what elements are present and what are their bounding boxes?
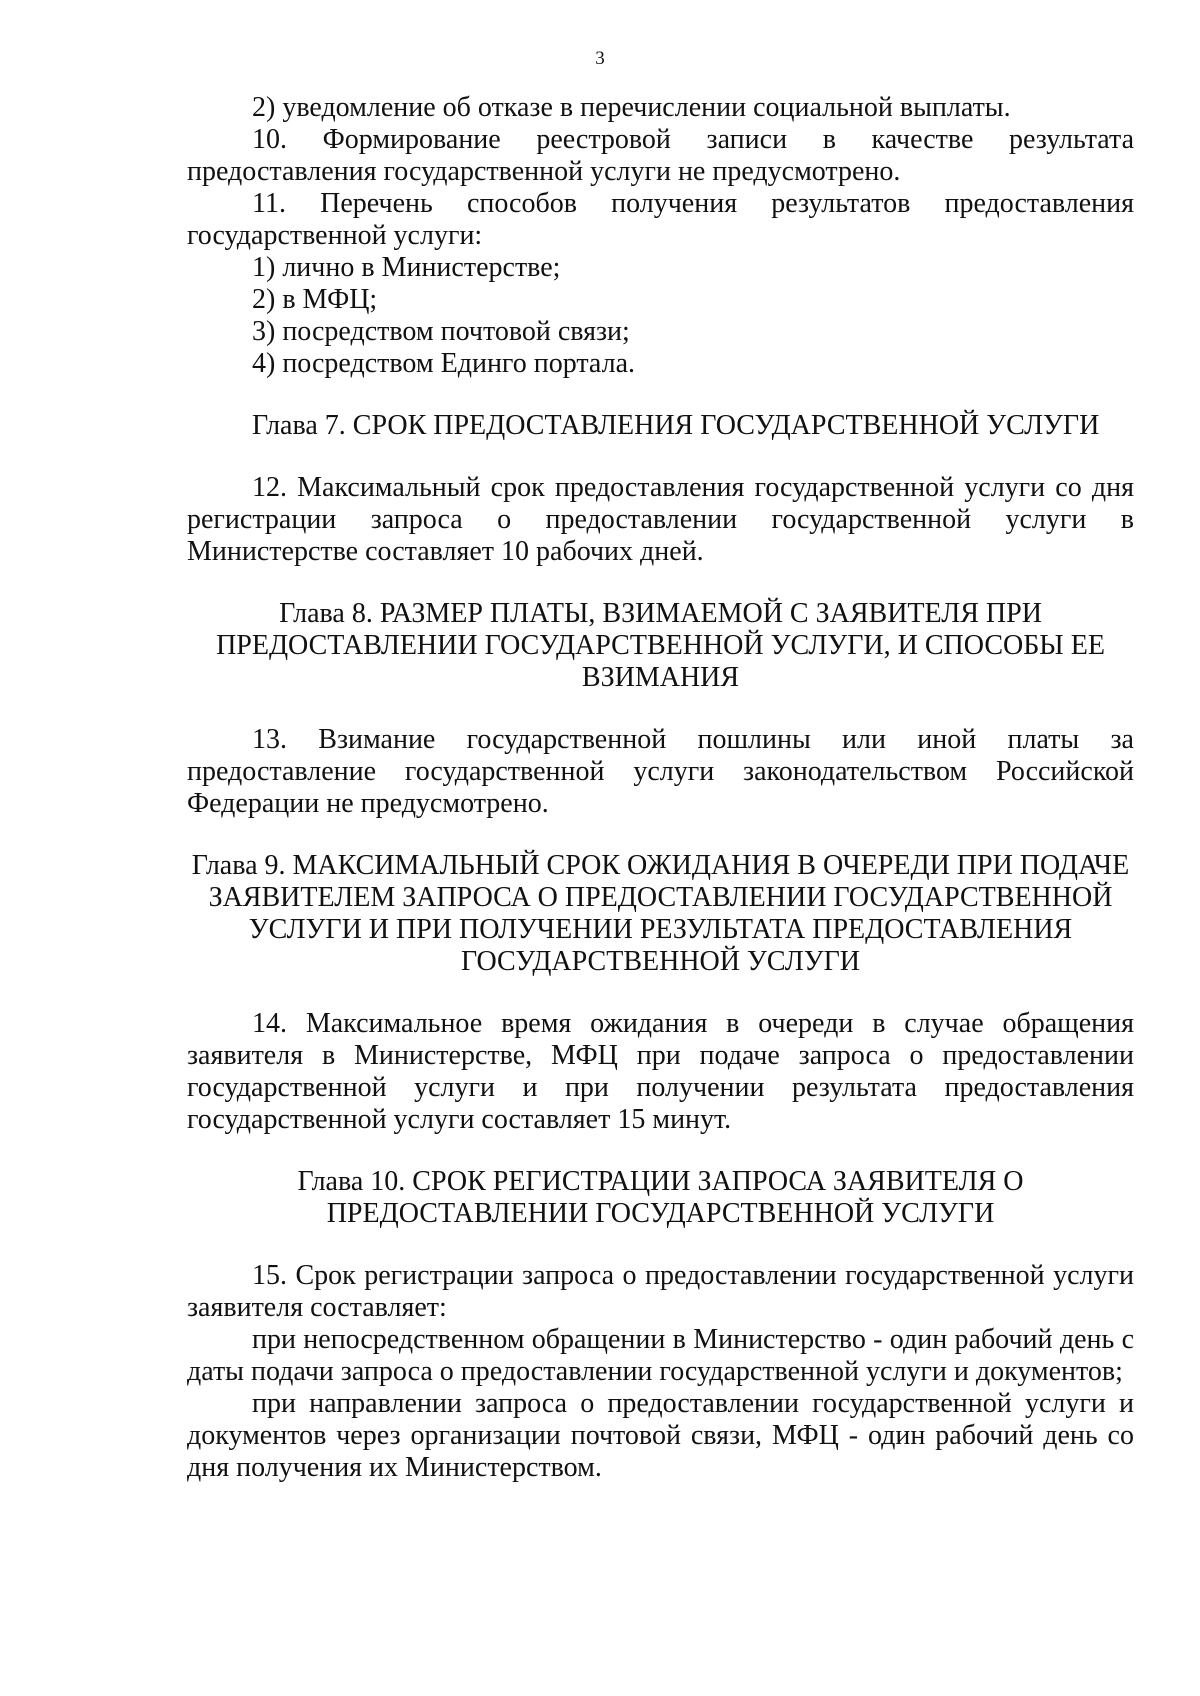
document-body xyxy=(187,92,1134,1484)
list-item: 1) лично в Министерстве; xyxy=(252,252,561,283)
paragraph-10-2: 2) уведомление об отказе в перечислении социальной выплаты. xyxy=(252,92,1011,123)
paragraph-11: 11. Перечень способов получения результатов предоставления государственной услуги: xyxy=(187,188,1134,251)
paragraph-14: 14. Максимальное время ожидания в очереди в случае обращения заявителя в Министерстве, МФЦ при подаче запроса о предоставлении государственной услуги и при получении результата предоставления государственной услуги составляет 15 минут. xyxy=(187,1008,1134,1135)
paragraph-15-mail: при направлении запроса о предоставлении государственной услуги и документов через организации почтовой связи, МФЦ - один рабочий день со дня получения их Министерством. xyxy=(187,1388,1134,1483)
chapter-8-heading: Глава 8. РАЗМЕР ПЛАТЫ, ВЗИМАЕМОЙ С ЗАЯВИТЕЛЯ ПРИ ПРЕДОСТАВЛЕНИИ ГОСУДАРСТВЕННОЙ УСЛУГИ, И СПОСОБЫ ЕЕ ВЗИМАНИЯ xyxy=(216,598,1105,693)
list-item: 3) посредством почтовой связи; xyxy=(252,316,630,347)
chapter-7-heading: Глава 7. СРОК ПРЕДОСТАВЛЕНИЯ ГОСУДАРСТВЕННОЙ УСЛУГИ xyxy=(252,410,1100,441)
paragraph-10: 10. Формирование реестровой записи в качестве результата предоставления государственной услуги не предусмотрено. xyxy=(187,124,1134,187)
paragraph-15-direct: при непосредственном обращении в Министерство - один рабочий день с даты подачи запроса о предоставлении государственной услуги и документов; xyxy=(187,1324,1134,1387)
page-number: 3 xyxy=(595,48,605,69)
paragraph-15: 15. Срок регистрации запроса о предоставлении государственной услуги заявителя составляет: xyxy=(187,1260,1134,1323)
chapter-9-heading: Глава 9. МАКСИМАЛЬНЫЙ СРОК ОЖИДАНИЯ В ОЧЕРЕДИ ПРИ ПОДАЧЕ ЗАЯВИТЕЛЕМ ЗАПРОСА О ПРЕДОСТАВЛЕНИИ ГОСУДАРСТВЕННОЙ УСЛУГИ И ПРИ ПОЛУЧЕНИИ РЕЗУЛЬТАТА ПРЕДОСТАВЛЕНИЯ ГОСУДАРСТВЕННОЙ УСЛУГИ xyxy=(191,850,1130,977)
chapter-10-heading: Глава 10. СРОК РЕГИСТРАЦИИ ЗАПРОСА ЗАЯВИТЕЛЯ О ПРЕДОСТАВЛЕНИИ ГОСУДАРСТВЕННОЙ УСЛУГИ xyxy=(297,1166,1024,1229)
list-item: 4) посредством Единго портала. xyxy=(252,348,635,379)
paragraph-12: 12. Максимальный срок предоставления государственной услуги со дня регистрации запроса о предоставлении государственной услуги в Министерстве составляет 10 рабочих дней. xyxy=(187,472,1134,567)
list-item: 2) в МФЦ; xyxy=(252,284,378,315)
paragraph-13: 13. Взимание государственной пошлины или иной платы за предоставление государственной услуги законодательством Российской Федерации не предусмотрено. xyxy=(187,724,1134,819)
